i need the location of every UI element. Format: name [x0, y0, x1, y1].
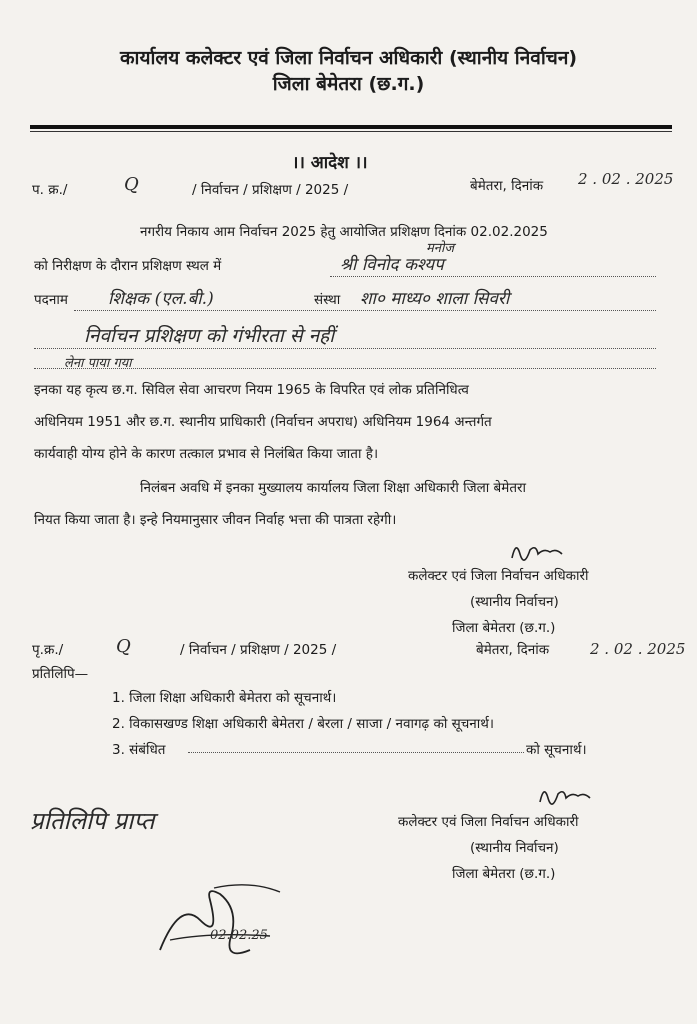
reason-blank-line1	[34, 348, 656, 349]
institution-label: संस्था	[314, 292, 341, 308]
pratilipi-label: प्रतिलिपि—	[32, 666, 89, 682]
para3-line2: नियत किया जाता है। इन्हे नियमानुसार जीवन निर्वाह भत्ता की पात्रता रहेगी।	[34, 512, 397, 528]
receiver-signature	[150, 880, 330, 970]
copy-ref-prefix: पृ.क्र./	[32, 642, 64, 658]
signatory1-line2: (स्थानीय निर्वाचन)	[470, 594, 559, 610]
order-ref-number: Q	[124, 174, 139, 195]
order-date-label: बेमेतरा, दिनांक	[470, 178, 544, 194]
reason-handwritten-line1: निर्वाचन प्रशिक्षण को गंभीरता से नहीं	[84, 325, 335, 347]
para2-line3: कार्यवाही योग्य होने के कारण तत्काल प्रभाव से निलंबित किया जाता है।	[34, 446, 379, 462]
para3-line1: निलंबन अवधि में इनका मुख्यालय कार्यालय जिला शिक्षा अधिकारी जिला बेमेतरा	[140, 480, 527, 496]
para1-line2: को निरीक्षण के दौरान प्रशिक्षण स्थल में	[34, 258, 222, 274]
para2-line2: अधिनियम 1951 और छ.ग. स्थानीय प्राधिकारी (निर्वाचन अपराध) अधिनियम 1964 अन्तर्गत	[34, 414, 492, 430]
para1-line1: नगरीय निकाय आम निर्वाचन 2025 हेतु आयोजित प्रशिक्षण दिनांक 02.02.2025	[140, 224, 548, 240]
para2-line1: इनका यह कृत्य छ.ग. सिविल सेवा आचरण नियम 1965 के विपरित एवं लोक प्रतिनिधित्व	[34, 382, 469, 398]
name-blank-line	[330, 276, 656, 277]
signatory1-line3: जिला बेमेतरा (छ.ग.)	[452, 620, 556, 636]
order-ref-suffix: / निर्वाचन / प्रशिक्षण / 2025 /	[192, 182, 349, 198]
institution-handwritten: शा० माध्य० शाला सिवरी	[360, 289, 510, 309]
header-divider-thick	[30, 125, 672, 129]
designation-blank-line	[74, 310, 656, 311]
office-header-line1: कार्यालय कलेक्टर एवं जिला निर्वाचन अधिकारी (स्थानीय निर्वाचन)	[119, 47, 578, 69]
reason-blank-line2	[34, 368, 656, 369]
designation-handwritten: शिक्षक (एल.बी.)	[108, 289, 214, 309]
copy-item-2: 2. विकासखण्ड शिक्षा अधिकारी बेमेतरा / बेरला / साजा / नवागढ़ को सूचनार्थ।	[112, 716, 495, 732]
copy-item3-end: को सूचनार्थ।	[526, 742, 587, 758]
copy-item-3: 3. संबंधित	[112, 742, 166, 758]
signatory2-line2: (स्थानीय निर्वाचन)	[470, 840, 559, 856]
copy-ref-number: Q	[116, 636, 131, 657]
name-handwritten: श्री विनोद कश्यप	[340, 255, 444, 275]
collector-signature-2	[536, 780, 596, 810]
reason-handwritten-line2: लेना पाया गया	[64, 356, 132, 371]
name-handwritten-above: मनोज	[426, 241, 455, 256]
collector-signature-1	[508, 536, 568, 566]
received-note-handwritten: प्रतिलिपि प्राप्त	[30, 807, 155, 835]
received-date-handwritten: 02.02.25	[210, 928, 268, 943]
copy-item3-blank	[188, 752, 524, 753]
copy-item-1: 1. जिला शिक्षा अधिकारी बेमेतरा को सूचनार्थ।	[112, 690, 337, 706]
designation-label: पदनाम	[34, 292, 68, 308]
order-title: ।। आदेश ।।	[292, 153, 368, 173]
order-ref-prefix: प. क्र./	[32, 182, 68, 198]
header-divider-thin	[30, 131, 672, 132]
copy-date-handwritten: 2 . 02 . 2025	[590, 640, 686, 658]
copy-ref-suffix: / निर्वाचन / प्रशिक्षण / 2025 /	[180, 642, 337, 658]
order-date-handwritten: 2 . 02 . 2025	[578, 170, 674, 188]
signatory2-line1: कलेक्टर एवं जिला निर्वाचन अधिकारी	[398, 814, 579, 830]
office-header-line2: जिला बेमेतरा (छ.ग.)	[272, 73, 425, 95]
signatory2-line3: जिला बेमेतरा (छ.ग.)	[452, 866, 556, 882]
signatory1-line1: कलेक्टर एवं जिला निर्वाचन अधिकारी	[408, 568, 589, 584]
copy-date-label: बेमेतरा, दिनांक	[476, 642, 550, 658]
